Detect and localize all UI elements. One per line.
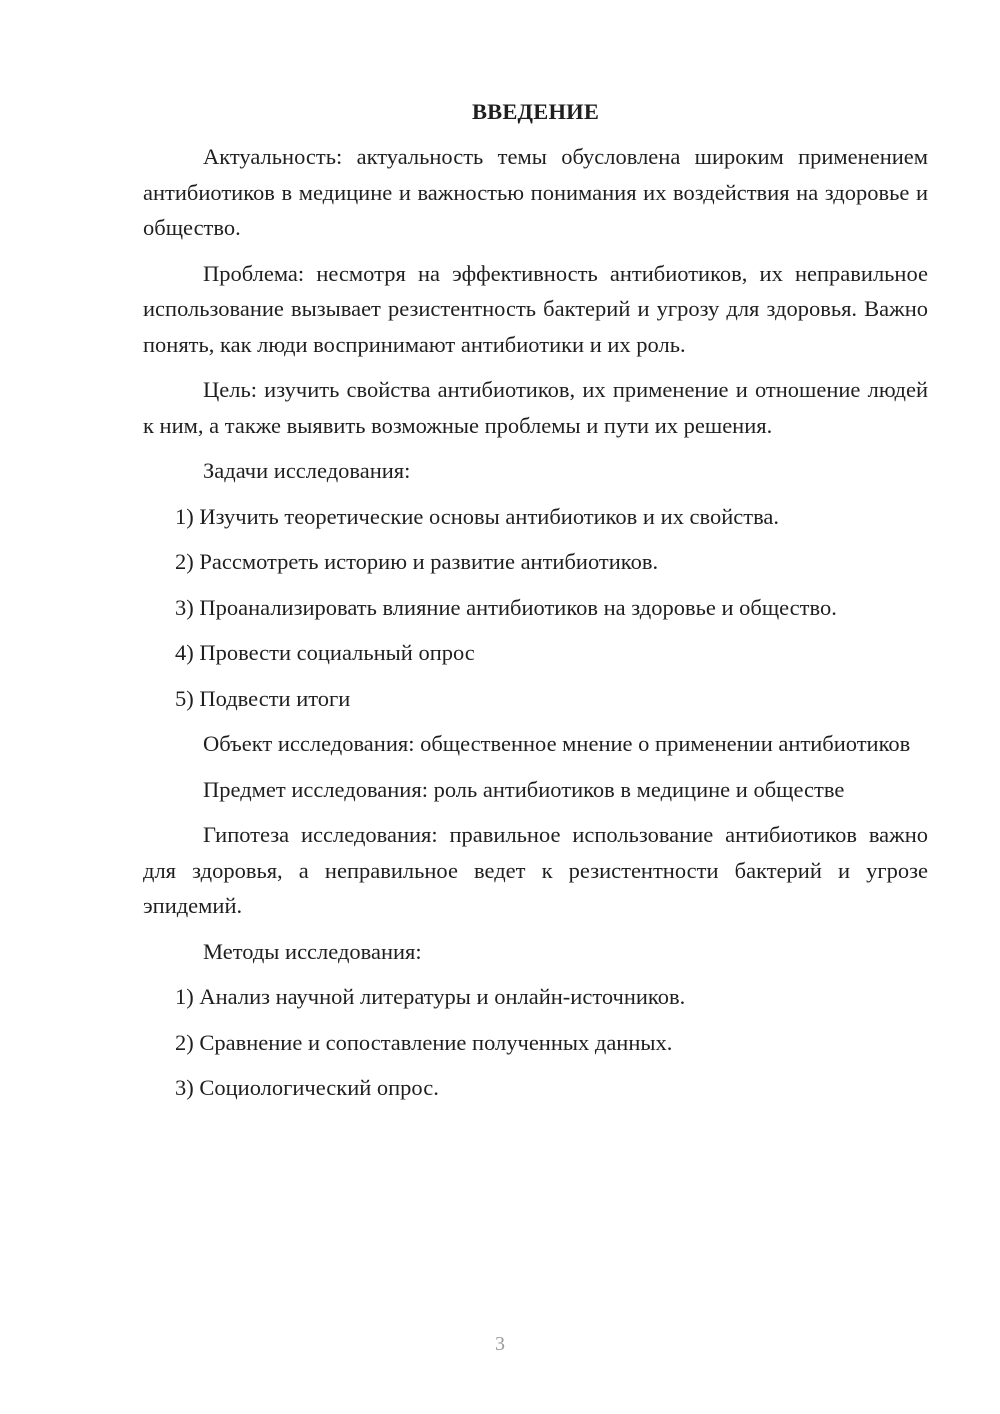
object-paragraph: Объект исследования: общественное мнение о применении антибиотиков bbox=[203, 731, 911, 756]
list-item: 1) Изучить теоретические основы антибиотиков и их свойства. bbox=[175, 503, 780, 529]
tasks-title: Задачи исследования: bbox=[203, 458, 411, 483]
list-item: 5) Подвести итоги bbox=[175, 685, 351, 711]
list-item: 2) Сравнение и сопоставление полученных данных. bbox=[175, 1029, 673, 1055]
subject-paragraph: Предмет исследования: роль антибиотиков в медицине и обществе bbox=[203, 776, 845, 802]
goal-paragraph: Цель: изучить свойства антибиотиков, их применение и отношение людей к ним, а также выявить возможные проблемы и пути их решения. bbox=[143, 377, 928, 438]
methods-title: Методы исследования: bbox=[203, 938, 422, 964]
section-heading: ВВЕДЕНИЕ bbox=[471, 99, 600, 124]
list-item: 1) Анализ научной литературы и онлайн-источников. bbox=[175, 984, 686, 1009]
list-item: 4) Провести социальный опрос bbox=[175, 640, 475, 665]
page-number: 3 bbox=[495, 1333, 505, 1355]
list-item: 2) Рассмотреть историю и развитие антибиотиков. bbox=[175, 549, 659, 574]
list-item: 3) Проанализировать влияние антибиотиков на здоровье и общество. bbox=[175, 594, 837, 620]
page-content bbox=[143, 94, 928, 1116]
list-item: 3) Социологический опрос. bbox=[175, 1075, 439, 1100]
tasks-list bbox=[143, 499, 928, 717]
methods-list bbox=[143, 979, 928, 1106]
problem-paragraph: Проблема: несмотря на эффективность антибиотиков, их неправильное использование вызывает резистентность бактерий и угрозу для здоровья. Важно понять, как люди воспринимают антибиотики и их роль. bbox=[143, 260, 928, 357]
hypothesis-paragraph: Гипотеза исследования: правильное использование антибиотиков важно для здоровья, а неправильное ведет к резистентности бактерий и угрозе эпидемий. bbox=[143, 822, 928, 918]
relevance-paragraph: Актуальность: актуальность темы обусловлена широким применением антибиотиков в медицине и важностью понимания их воздействия на здоровье и общество. bbox=[143, 144, 928, 240]
